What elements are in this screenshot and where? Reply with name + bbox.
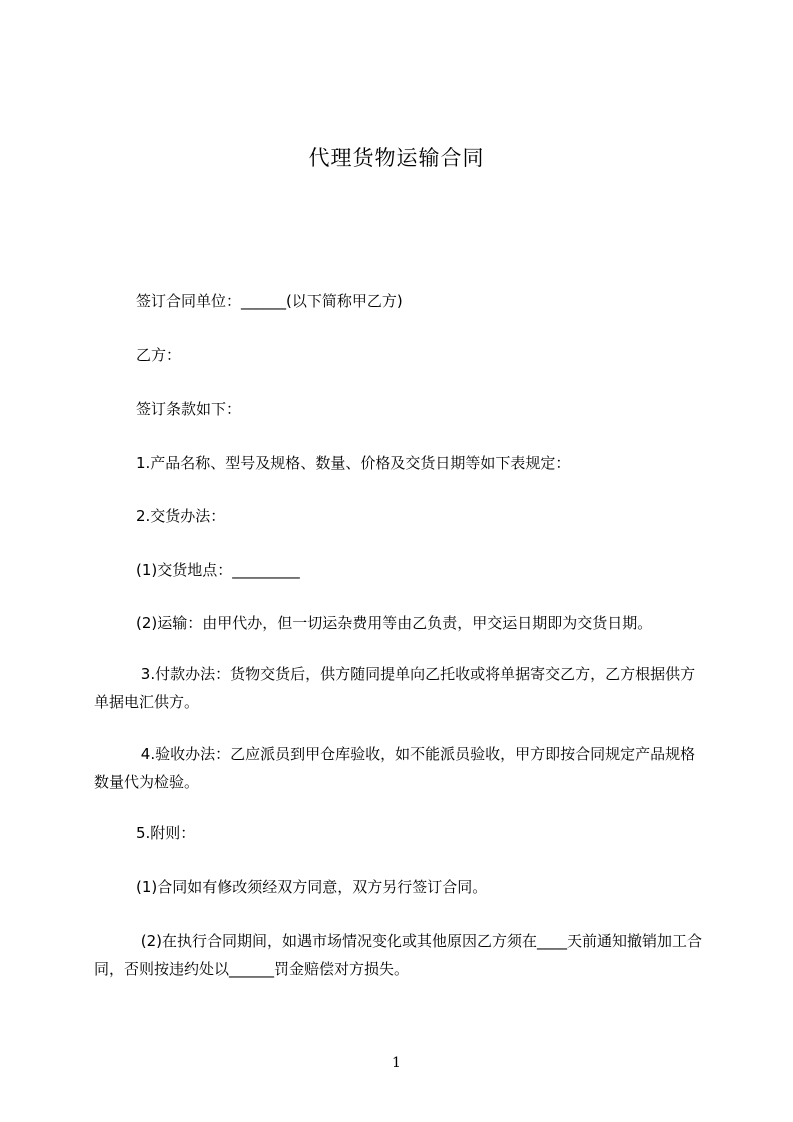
page-number: 1 xyxy=(392,1055,401,1071)
terms-intro: 签订条款如下： xyxy=(136,400,242,418)
clause-2-2-transport: (2)运输：由甲代办，但一切运杂费用等由乙负责，甲交运日期即为交货日期。 xyxy=(136,614,653,632)
party-b-line: 乙方： xyxy=(136,346,182,364)
clause-1-product: 1.产品名称、型号及规格、数量、价格及交货日期等如下表规定： xyxy=(136,454,571,472)
clause-4-inspection: 4.验收办法：乙应派员到甲仓库验收，如不能派员验收，甲方即按合同规定产品规格数量代为检验。 xyxy=(94,745,696,791)
clause-5-1-modification: (1)合同如有修改须经双方同意，双方另行签订合同。 xyxy=(136,878,488,896)
clause-2-delivery: 2.交货办法： xyxy=(136,507,226,525)
document-title: 代理货物运输合同 xyxy=(308,146,485,170)
clause-5-supplementary: 5.附则： xyxy=(136,824,196,842)
contract-parties-line: 签订合同单位：______(以下简称甲乙方) xyxy=(136,292,403,310)
clause-3-payment: 3.付款办法：货物交货后，供方随同提单向乙托收或将单据寄交乙方，乙方根据供方单据电汇供方。 xyxy=(94,665,696,711)
clause-2-1-location: (1)交货地点：_________ xyxy=(136,561,300,579)
clause-5-2-termination: (2)在执行合同期间，如遇市场情况变化或其他原因乙方须在____天前通知撤销加工合同，否则按违约处以______罚金赔偿对方损失。 xyxy=(94,932,703,978)
